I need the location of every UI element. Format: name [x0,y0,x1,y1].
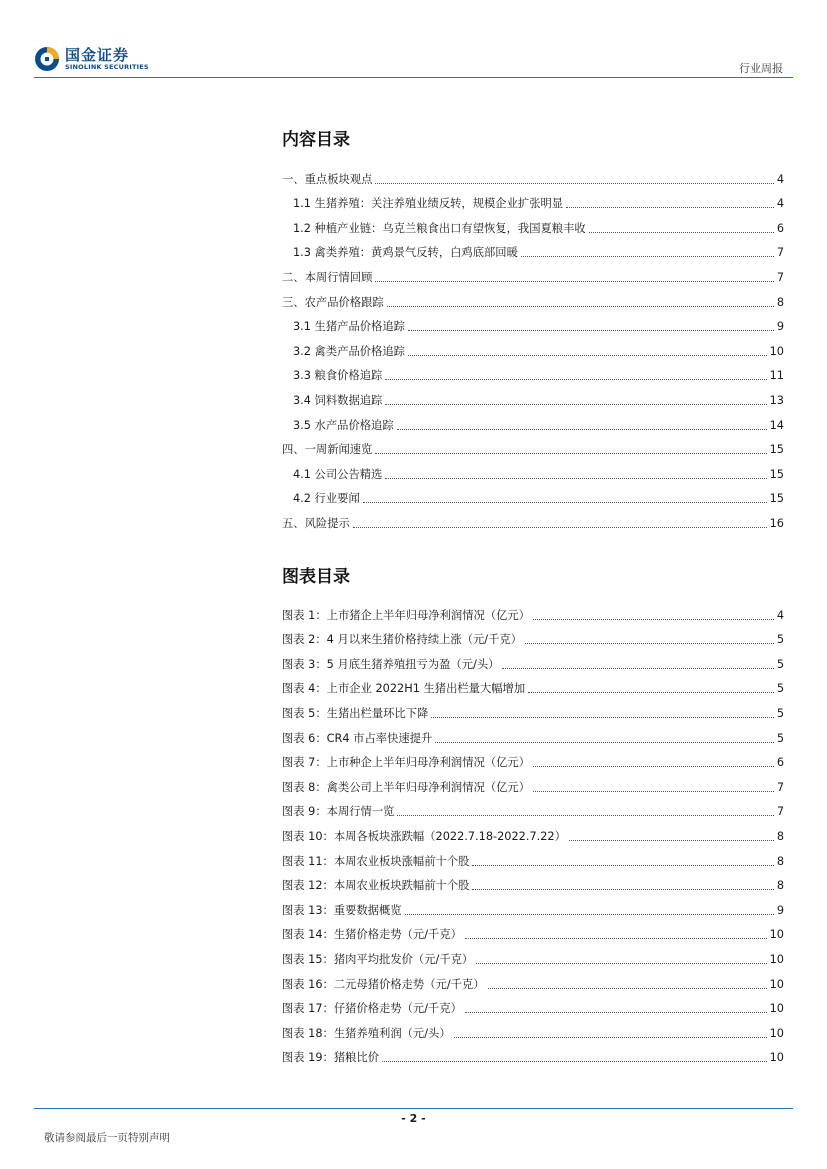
toc-entry-page: 15 [769,492,784,506]
dot-leader [431,716,773,718]
contents-entry[interactable] [282,211,784,236]
dot-leader [528,691,774,693]
charts-list [282,598,784,1065]
contents-entry[interactable] [282,187,784,212]
chart-entry[interactable] [282,967,784,992]
dot-leader [435,741,774,743]
chart-entry[interactable] [282,721,784,746]
company-logo [34,46,149,72]
dot-leader [472,864,773,866]
contents-entry[interactable] [282,408,784,433]
toc-entry-page: 10 [769,344,784,358]
toc-entry-label: 图表 18：生猪养殖利润（元/头） [282,1026,451,1040]
contents-entry[interactable] [282,285,784,310]
toc-entry-label: 图表 9：本周行情一览 [282,805,395,819]
toc-entry-label: 3.5 水产品价格追踪 [293,418,394,432]
charts-section [282,565,784,1065]
toc-entry-page: 8 [776,295,784,309]
dot-leader [566,206,774,208]
toc-entry-label: 图表 2：4 月以来生猪价格持续上涨（元/千克） [282,633,523,647]
toc-entry-label: 3.4 饲料数据追踪 [293,393,383,407]
toc-entry-label: 图表 13：重要数据概览 [282,903,402,917]
dot-leader [382,1060,767,1062]
toc-entry-page: 10 [769,952,784,966]
toc-entry-page: 6 [776,756,784,770]
toc-entry-label: 图表 11：本周农业板块涨幅前十个股 [282,854,470,868]
report-type: 行业周报 [739,62,783,75]
dot-leader [397,428,767,430]
page-number: - 2 - [401,1112,426,1125]
toc-entry-page: 15 [769,467,784,481]
logo-circle-icon [34,46,60,72]
dot-leader [385,403,766,405]
contents-entry[interactable] [282,334,784,359]
disclaimer: 敬请参阅最后一页特别声明 [44,1132,170,1144]
footer-divider [34,1108,793,1109]
toc-entry-page: 7 [776,246,784,260]
chart-entry[interactable] [282,844,784,869]
dot-leader [525,642,774,644]
toc-entry-label: 一、重点板块观点 [282,172,373,186]
dot-leader [387,305,774,307]
chart-entry[interactable] [282,795,784,820]
toc-entry-label: 四、一周新闻速览 [282,443,373,457]
toc-entry-page: 9 [776,903,784,917]
contents-section [282,128,784,531]
toc-entry-label: 4.1 公司公告精选 [293,467,383,481]
chart-entry[interactable] [282,696,784,721]
dot-leader [533,618,774,620]
dot-leader [569,839,774,841]
chart-entry[interactable] [282,623,784,648]
dot-leader [465,1011,767,1013]
dot-leader [454,1036,767,1038]
toc-entry-label: 3.3 粮食价格追踪 [293,369,383,383]
dot-leader [488,987,767,989]
dot-leader [502,667,773,669]
toc-entry-label: 图表 12：本周农业板块跌幅前十个股 [282,879,470,893]
chart-entry[interactable] [282,869,784,894]
dot-leader [408,354,767,356]
toc-entry-label: 图表 16：二元母猪价格走势（元/千克） [282,977,485,991]
toc-entry-page: 10 [769,928,784,942]
dot-leader [589,231,774,233]
toc-entry-label: 图表 19：猪粮比价 [282,1051,380,1065]
contents-list [282,162,784,531]
logo-chinese-name: 国金证券 [65,46,130,64]
dot-leader [375,182,773,184]
chart-entry[interactable] [282,672,784,697]
toc-entry-page: 14 [769,418,784,432]
toc-entry-page: 7 [776,270,784,284]
contents-entry[interactable] [282,433,784,458]
toc-entry-page: 16 [769,516,784,530]
toc-entry-page: 10 [769,1002,784,1016]
chart-entry[interactable] [282,598,784,623]
contents-entry[interactable] [282,236,784,261]
dot-leader [385,378,766,380]
toc-entry-page: 13 [769,393,784,407]
dot-leader [385,477,766,479]
toc-entry-page: 10 [769,1026,784,1040]
toc-entry-label: 图表 17：仔猪价格走势（元/千克） [282,1002,462,1016]
toc-entry-page: 7 [776,805,784,819]
contents-title: 内容目录 [282,130,350,150]
dot-leader [408,329,774,331]
dot-leader [521,255,774,257]
chart-entry[interactable] [282,1041,784,1066]
chart-entry[interactable] [282,647,784,672]
contents-entry[interactable] [282,260,784,285]
toc-entry-label: 3.2 禽类产品价格追踪 [293,344,405,358]
toc-entry-page: 8 [776,854,784,868]
toc-entry-page: 5 [776,731,784,745]
toc-entry-page: 5 [776,657,784,671]
toc-entry-page: 11 [769,369,784,383]
toc-entry-page: 7 [776,780,784,794]
dot-leader [472,888,773,890]
toc-entry-page: 4 [776,172,784,186]
contents-entry[interactable] [282,457,784,482]
dot-leader [397,814,773,816]
toc-entry-page: 15 [769,443,784,457]
toc-entry-page: 10 [769,1051,784,1065]
dot-leader [465,937,767,939]
toc-entry-label: 图表 15：猪肉平均批发价（元/千克） [282,952,474,966]
toc-entry-label: 1.1 生猪养殖：关注养殖业绩反转，规模企业扩张明显 [293,197,564,211]
toc-entry-page: 10 [769,977,784,991]
toc-entry-label: 图表 3：5 月底生猪养殖扭亏为盈（元/头） [282,657,500,671]
dot-leader [363,501,767,503]
toc-entry-label: 图表 1：上市猪企上半年归母净利润情况（亿元） [282,608,531,622]
chart-entry[interactable] [282,770,784,795]
toc-entry-page: 4 [776,197,784,211]
toc-entry-label: 三、农产品价格跟踪 [282,295,384,309]
toc-entry-page: 6 [776,221,784,235]
dot-leader [375,280,773,282]
dot-leader [353,526,767,528]
contents-entry[interactable] [282,310,784,335]
toc-entry-label: 4.2 行业要闻 [293,492,360,506]
toc-entry-label: 3.1 生猪产品价格追踪 [293,320,405,334]
contents-entry[interactable] [282,506,784,531]
toc-entry-label: 图表 5：生猪出栏量环比下降 [282,706,429,720]
contents-entry[interactable] [282,482,784,507]
toc-entry-label: 图表 7：上市种企上半年归母净利润情况（亿元） [282,756,531,770]
toc-entry-page: 5 [776,633,784,647]
toc-entry-label: 图表 4：上市企业 2022H1 生猪出栏量大幅增加 [282,682,526,696]
chart-entry[interactable] [282,893,784,918]
charts-title: 图表目录 [282,567,350,587]
toc-entry-label: 五、风险提示 [282,516,350,530]
chart-entry[interactable] [282,918,784,943]
contents-entry[interactable] [282,359,784,384]
contents-entry[interactable] [282,162,784,187]
chart-entry[interactable] [282,992,784,1017]
chart-entry[interactable] [282,746,784,771]
logo-english-name: SINOLINK SECURITIES [65,63,149,71]
toc-entry-label: 图表 10：本周各板块涨跌幅（2022.7.18-2022.7.22） [282,829,566,843]
header-divider [34,77,793,78]
toc-entry-page: 8 [776,879,784,893]
chart-entry[interactable] [282,942,784,967]
chart-entry[interactable] [282,819,784,844]
toc-entry-label: 图表 8：禽类公司上半年归母净利润情况（亿元） [282,780,531,794]
dot-leader [533,790,774,792]
toc-entry-page: 5 [776,706,784,720]
toc-entry-label: 图表 14：生猪价格走势（元/千克） [282,928,462,942]
toc-entry-label: 1.2 种植产业链：乌克兰粮食出口有望恢复，我国夏粮丰收 [293,221,586,235]
chart-entry[interactable] [282,1016,784,1041]
toc-entry-label: 图表 6：CR4 市占率快速提升 [282,731,433,745]
toc-entry-page: 8 [776,829,784,843]
dot-leader [476,962,766,964]
dot-leader [533,765,774,767]
dot-leader [405,913,774,915]
toc-entry-page: 9 [776,320,784,334]
toc-entry-label: 二、本周行情回顾 [282,270,373,284]
toc-entry-page: 4 [776,608,784,622]
toc-entry-label: 1.3 禽类养殖：黄鸡景气反转，白鸡底部回暖 [293,246,518,260]
contents-entry[interactable] [282,383,784,408]
toc-entry-page: 5 [776,682,784,696]
dot-leader [375,452,766,454]
